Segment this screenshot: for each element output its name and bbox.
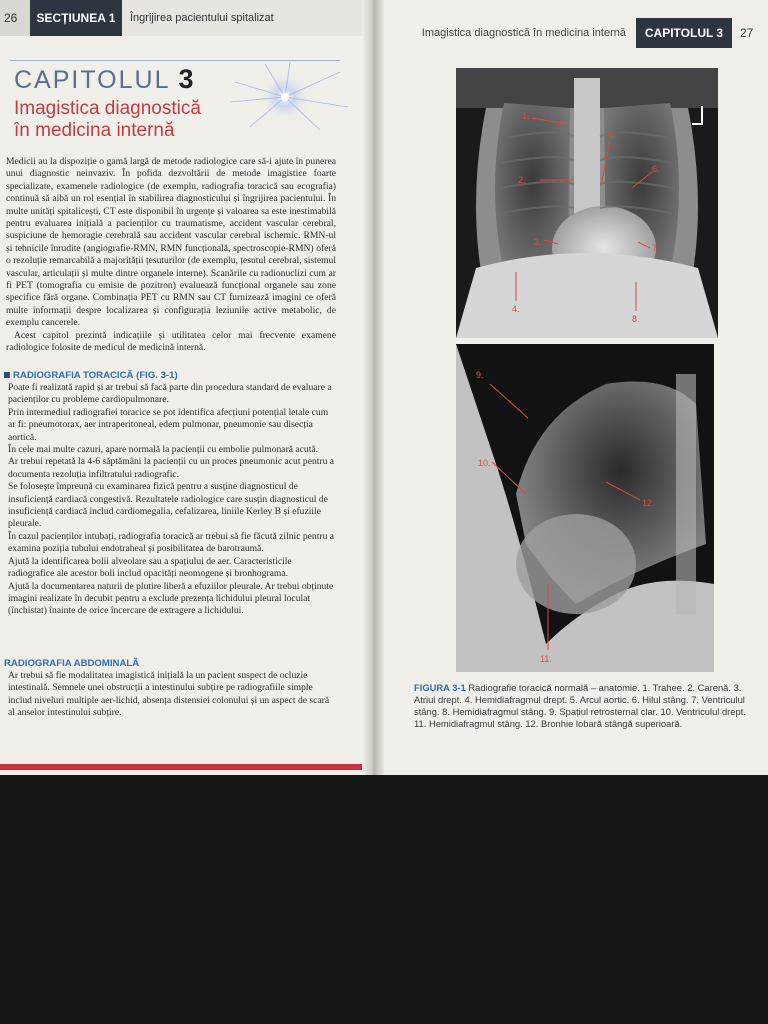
list-item: În cazul pacienților intubați, radiografia toracică ar trebui să fie făcută zilnic pentru a examina poziția tubului endotraheal și posibilitatea de barotraumă. — [8, 530, 335, 555]
right-header-title: Imagistica diagnostică în medicina internă — [421, 27, 626, 39]
list-item: Ajută la documentarea naturii de plutire liberă a efuziilor pleurale. Ar trebui obținute imagini realizate în decubit pentru a exclude prezența lichidului pleural loculat (închistat) înainte de orice încercare de extragere a lichidului. — [8, 580, 334, 617]
section-heading-chest — [4, 370, 178, 381]
intro-paragraph-1: Medicii au la dispoziție o gamă largă de metode radiologice care să-i ajute în punerea unui diagnostic neinvaziv. În pofida dezvoltării de metode imagistice foarte specializate, examenele radiologice (de exemplu, radiografia toracică sau ecografia) continuă să aibă un rol esențial în stabilirea diagnosticului și îngrijirea pacientului. În multe unități spitalicești, CT este disponibil în urgențe și valoarea sa este inestimabilă pentru evaluarea inițială a pacienților cu traumatisme, accident vascular cerebral, suspiciune de hemoragie cerebrală sau accident vascular cerebral ischemic. RMN-ul și tehnicile înrudite (angiografie-RMN, RMN funcțională, spectroscopie-RMN) oferă o rezoluție remarcabilă a majorității țesuturilor (de exemplu, țesutul cerebral, sistemul vascular, articulații și multe dintre organele interne). Scanările cu radionuclizi cum ar fi PET (tomografia cu emisie de pozitron) evaluează funcțional organele sau zone specifice fără organe. Combinația PET cu RMN sau CT furnizează imagini ce oferă multe informații despre localizarea și configurația leziunile active metabolic, de exemplu cancerele. — [6, 156, 336, 329]
list-item: Se folosește împreună cu examinarea fizică pentru a susține diagnosticul de insuficiență cardiacă congestivă. Rezultatele radiologice care susțin diagnosticul de insuficiență cardiacă includ cardiomegalia, cefalizarea, liniile Kerley B și efuziile pleurale. — [8, 481, 328, 530]
book-gutter — [362, 0, 384, 775]
abdominal-xray-list — [6, 670, 336, 720]
xray-label-10: 10. — [478, 458, 491, 468]
xray-label-5: 5. — [608, 130, 616, 140]
xray-label-9: 9. — [476, 370, 484, 380]
chapter-heading — [14, 64, 196, 95]
section-heading-abdominal-text: RADIOGRAFIA ABDOMINALĂ — [4, 658, 140, 669]
figure-reference: (FIG. 3-1) — [136, 370, 178, 381]
list-item: Ajută la identificarea bolii alveolare sau a spațiului de aer. Caracteristicile radiografice ale acestor boli includ opacități neomogene și bronhograma. — [8, 555, 292, 580]
chapter-label: CAPITOLUL 3 — [636, 18, 732, 48]
figure-caption-text: Radiografie toracică normală – anatomie. 1. Trahee. 2. Carenă. 3. Atriul drept. 4. Hemidiafragmul drept. 5. Arcul aortic. 6. Hilul stâng. 7. Ventriculul stâng. 8. Hemidiafragmul stâng. 9. Spațiul retrosternal clar. 10. Ventriculul drept. 11. Hemidiafragmul stâng. 12. Bronhie lobară stângă superioară. — [414, 682, 746, 729]
figure-label: FIGURA 3-1 — [414, 682, 466, 693]
list-item: Ar trebui repetată la 4-6 săptămâni la pacienții cu un proces pneumonic acut pentru a documenta rezoluția infiltratului radiografic. — [8, 456, 335, 480]
xray-label-12: 12. — [642, 498, 655, 508]
left-page-number: 26 — [0, 0, 30, 36]
right-page-number: 27 — [740, 26, 754, 40]
figure-caption — [414, 682, 760, 730]
starburst-decoration — [230, 62, 350, 132]
chapter-title-line2: în medicina internă — [14, 120, 175, 141]
chapter-rule — [10, 60, 340, 61]
list-item: Poate fi realizată rapid și ar trebui să facă parte din procedura standard de evaluare a pacienților cu probleme cardiopulmonare. — [8, 382, 332, 406]
background-surface — [0, 775, 768, 1024]
xray-frontal-image — [456, 68, 718, 338]
list-item: Ar trebui să fie modalitatea imagistică inițială la un pacient suspect de ocluzie intestinală. Semnele unei obstrucții a intestinului subțire pe radiografiile simple includ niveluri multiple aer-lichid, absența distensiei colonului și un aspect de scară al anselor intestinului subțire. — [8, 670, 330, 719]
xray-label-4: 4. — [512, 304, 520, 314]
chapter-number: 3 — [178, 64, 196, 94]
section-title: Îngrijirea pacientului spitalizat — [122, 0, 362, 36]
section-heading-abdominal — [4, 658, 139, 669]
xray-label-7: 7. — [652, 243, 660, 253]
section-label: SECȚIUNEA 1 — [30, 0, 122, 36]
xray-label-6: 6. — [652, 164, 660, 174]
chapter-title-line1: Imagistica diagnostică — [14, 98, 201, 119]
xray-label-8: 8. — [632, 314, 640, 324]
section-heading-chest-text: RADIOGRAFIA TORACICĂ — [13, 370, 134, 381]
intro-paragraph-2: Acest capitol prezintă indicațiile și utilitatea celor mai frecvente examene radiologice folosite de medicul de medicină internă. — [6, 329, 336, 354]
chapter-word: CAPITOLUL — [14, 66, 170, 94]
page-bottom-stripe — [0, 764, 362, 770]
xray-label-1: 1. — [522, 111, 530, 121]
xray-label-2: 2. — [518, 175, 526, 185]
chest-xray-list — [6, 382, 336, 618]
xray-lateral-image — [456, 344, 714, 672]
xray-label-3: 3. — [534, 237, 542, 247]
intro-text — [6, 156, 336, 355]
section-marker-icon — [4, 372, 10, 378]
list-item: Prin intermediul radiografiei toracice se pot identifica afecțiuni potențial letale cum ar fi: pneumotorax, aer intraperitoneal, edem pulmonar, pneumonie sau disecția aortică. — [8, 406, 329, 443]
list-item: În cele mai multe cazuri, apare normală la pacienții cu embolie pulmonară acută. — [8, 444, 319, 456]
xray-label-11: 11. — [540, 654, 552, 664]
